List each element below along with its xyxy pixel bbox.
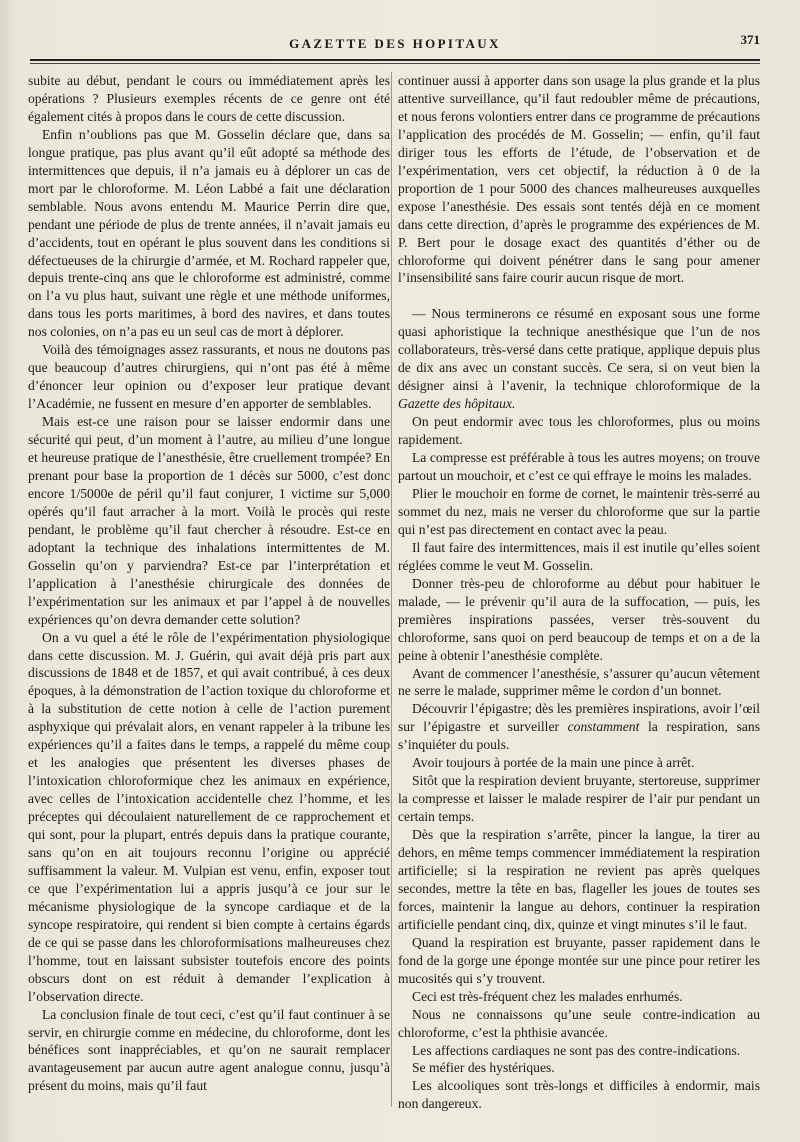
journal-title: GAZETTE DES HOPITAUX: [289, 36, 501, 51]
paragraph-text: la respiration, sans s’inquiéter du pouls.: [398, 719, 760, 753]
paragraph: Plier le mouchoir en forme de cornet, le maintenir très-serré au sommet du nez, mais ne verser du chloroforme que sur la partie qui n’est pas directement en contact avec la peau.: [398, 485, 760, 537]
paragraph: Ceci est très-fréquent chez les malades enrhumés.: [412, 988, 683, 1004]
italic-journal-name: Gazette des hôpitaux.: [398, 396, 516, 412]
paragraph: La compresse est préférable à tous les autres moyens; on trouve partout un mouchoir, et c’est ce qui effraye le moins les malades.: [398, 450, 760, 484]
paragraph: Avant de commencer l’anesthésie, s’assurer qu’aucun vêtement ne serre le malade, supprimer même le cordon d’un bonnet.: [398, 665, 760, 699]
paragraph: Les affections cardiaques ne sont pas des contre-indications.: [412, 1042, 741, 1058]
paragraph: Enfin n’oublions pas que M. Gosselin déclare que, dans sa longue pratique, pas plus avant qu’il eût adopté sa méthode des intermittences que depuis, il n’a jamais eu à déplorer un cas de mort par le chloroforme. M. Léon Labbé a fait une déclaration semblable. Nous avons entendu M. Maurice Perrin dire que, pendant une période de plus de trente années, il n’avait jamais eu d’accidents, tout en opérant le plus souvent dans les conditions si défectueuses de la chirurgie d’armée, et M. Rochard rappeler que, depuis trente-cinq ans que le chloroforme est administré, comme on l’a vu plus haut, suivant une règle et une méthode uniformes, dans tous les ports maritimes, à bord des navires, et dans toutes nos colonies, on n’a pas eu un seul cas de mort à déplorer.: [28, 126, 390, 340]
page-number: 371: [740, 32, 760, 47]
paragraph: Quand la respiration est bruyante, passer rapidement dans le fond de la gorge une éponge montée sur une pince pour retirer les mucosités qui s’y trouvent.: [398, 934, 760, 986]
paragraph: continuer aussi à apporter dans son usage la plus grande et la plus attentive surveillance, qu’il faut redoubler même de précautions, et nous ferons volontiers entrer dans ce programme de précautions l’application des procédés de M. Gosselin; — enfin, qu’il faut diriger tous les efforts de l’étude, de l’observation et de l’expérimentation, vers cet objectif, la réduction à 0 de la proportion de 1 pour 5000 des chances malheureuses auxquelles expose l’anesthésie. Des essais sont tentés déjà en ce moment dans cette direction, d’après le programme des expériences de M. P. Bert pour le dosage exact des quantités d’éther ou de chloroforme qui doivent pénétrer dans le sang pour amener l’insensibilité sans faire courir aucun risque de mort.: [398, 73, 760, 286]
paragraph: Se méfier des hystériques.: [412, 1060, 555, 1076]
paragraph: Donner très-peu de chloroforme au début pour habituer le malade, — le prévenir qu’il aura de la suffocation, — puis, les premières inspirations passées, verser très-souvent du chloroforme, sans quoi on perd beaucoup de temps et on a de la peine à obtenir l’anesthésie complète.: [398, 575, 760, 663]
right-column: [398, 72, 760, 1122]
paragraph-text: — Nous terminerons ce résumé en exposant sous une forme quasi aphoristique la technique anesthésique que l’un de nos collaborateurs, très-versé dans cette pratique, applique depuis plus de dix ans avec un constant succès. Ce sera, si on veut bien la désigner ainsi à l’avenir, la technique chloroformique de la: [398, 306, 760, 394]
paragraph: Nous ne connaissons qu’une seule contre-indication au chloroforme, c’est la phthisie avancée.: [398, 1006, 760, 1040]
header-rule-thick: [30, 59, 760, 61]
paragraph: Avoir toujours à portée de la main une pince à arrêt.: [412, 755, 695, 771]
paragraph: [398, 700, 760, 754]
paragraph: On peut endormir avec tous les chloroformes, plus ou moins rapidement.: [398, 414, 760, 448]
paragraph: Il faut faire des intermittences, mais il est inutile qu’elles soient réglées comme le veut M. Gosselin.: [398, 539, 760, 573]
italic-emphasis: constamment: [567, 719, 640, 735]
paragraph: Dès que la respiration s’arrête, pincer la langue, la tirer au dehors, en même temps commencer immédiatement la respiration artificielle; si la respiration ne revient pas après quelques secondes, mettre la tête en bas, flageller les joues de toutes ses forces, maintenir la langue au dehors, continuer la respiration artificielle pendant cinq, dix, quinze et vingt minutes s’il le faut.: [398, 827, 760, 932]
header-rule-thin: [30, 63, 760, 64]
paragraph: La conclusion finale de tout ceci, c’est qu’il faut continuer à se servir, en chirurgie comme en médecine, du chloroforme, dont les bénéfices sont inappréciables, et qu’on ne saurait remplacer avantageusement par aucun autre agent analogue connu, jusqu’à présent du moins, mais qu’il faut: [28, 1006, 390, 1094]
paragraph-text: Découvrir l’épigastre; dès les premières inspirations, avoir l’œil sur l’épigastre et surveiller: [398, 701, 760, 735]
paragraph: On a vu quel a été le rôle de l’expérimentation physiologique dans cette discussion. M. J. Guérin, qui avait déjà pris part aux discussions de 1848 et de 1857, et qui avait contribué, à ces deux époques, à la démonstration de l’action toxique du chloroforme et à la substitution de cette notion à celle de l’action purement asphyxique qui prévalait alors, en venant rappeler à la tribune les expériences qu’il a faites dans le temps, a rappelé du même coup et les analogies que présentent les diverses phases de l’intoxication chloroformique chez les animaux en expérience, avec celles de l’intoxication accidentelle chez l’homme, et les préceptes qui découlaient naturellement de ce rapprochement et qui sont, pour la plupart, entrés depuis dans la pratique courante, sans qu’on en ait toujours reconnu l’origine ou apprécié suffisamment la valeur. M. Vulpian est venu, enfin, exposer tout ce que l’expérimentation lui a appris jusqu’à ce jour sur le mécanisme physiologique de la syncope cardiaque et de la syncope respiratoire, qui rendent si bien compte à certains égards de ce qui se passe dans les chloroformisations malheureuses chez l’homme, tout en laissant subsister toutefois encore des points obscurs dont on est réduit à demander l’explication à l’observation directe.: [28, 629, 390, 1004]
left-column: [28, 72, 390, 1122]
column-divider: [391, 72, 392, 1107]
paragraph: [398, 305, 760, 413]
paragraph: Les alcooliques sont très-longs et difficiles à endormir, mais non dangereux.: [398, 1078, 760, 1112]
page-header: [30, 28, 760, 68]
paragraph: Voilà des témoignages assez rassurants, et nous ne doutons pas que beaucoup d’autres chirurgiens, qui n’ont pas été à même d’énoncer leur opinion ou d’exposer leur pratique devant l’Académie, ne fussent en mesure d’en apporter de semblables.: [28, 342, 390, 412]
paragraph: subite au début, pendant le cours ou immédiatement après les opérations ? Plusieurs exemples récents de ce genre ont été également cités à propos dans le cours de cette discussion.: [28, 73, 390, 124]
paragraph: Mais est-ce une raison pour se laisser endormir dans une sécurité qui peut, d’un moment à l’autre, au milieu d’une longue et heureuse pratique de l’anesthésie, être cruellement trompée? En prenant pour base la proportion de 1 décès sur 5000, c’est donc encore 1/5000e de péril qu’il faut conjurer, 1 victime sur 5,000 opérés qu’il faut arracher à la mort. Voilà le procès qui reste pendant, le problème qu’il faut chercher à résoudre. Est-ce en adoptant la technique des inhalations intermittentes de M. Gosselin qu’on y parviendra? Est-ce par l’interprétation et l’application à l’anesthésie chirurgicale des données de l’expérimentation sur les animaux et par l’appel à de nouvelles expériences qu’on devra demander cette solution?: [28, 414, 390, 627]
paragraph: Sitôt que la respiration devient bruyante, stertoreuse, supprimer la compresse et laisser le malade respirer de l’air pur pendant un certain temps.: [398, 773, 760, 825]
